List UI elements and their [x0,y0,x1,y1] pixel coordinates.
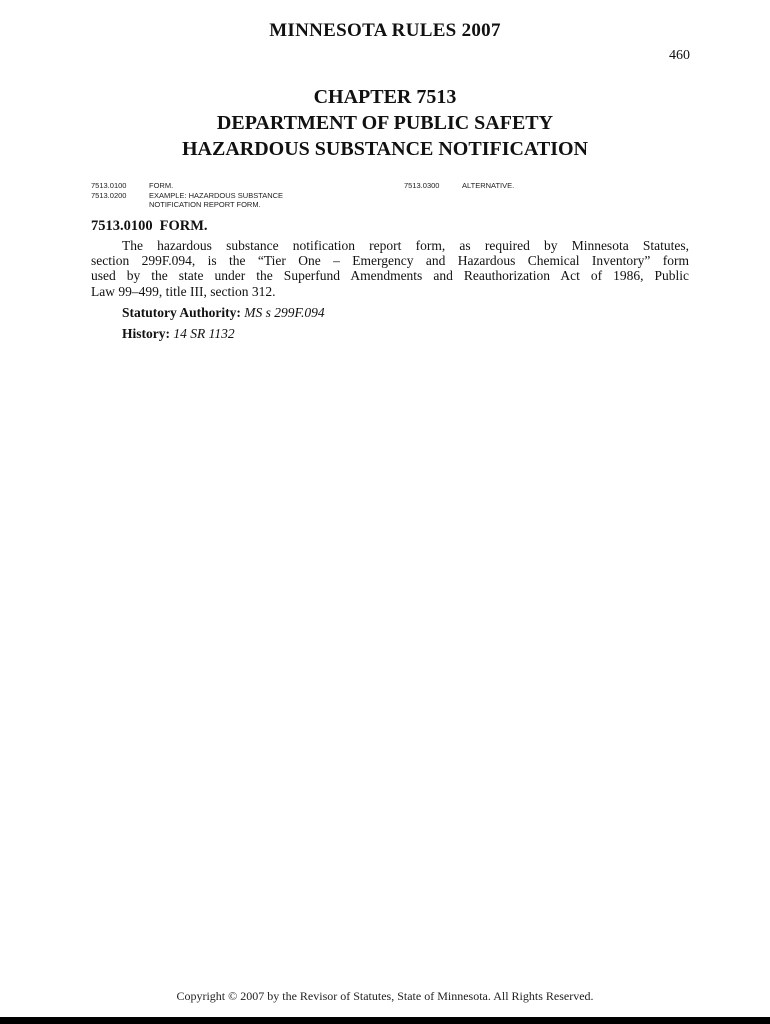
toc-entry-number: 7513.0300 [404,181,440,190]
body-line: Law 99–499, title III, section 312. [91,283,276,299]
department-title: DEPARTMENT OF PUBLIC SAFETY [216,112,554,134]
statutory-authority [122,305,325,321]
toc-entry[interactable] [91,181,391,191]
toc-entry-title: ALTERNATIVE. [462,181,515,190]
statutory-authority-value[interactable]: MS s 299F.094 [244,305,325,320]
chapter-subject: HAZARDOUS SUBSTANCE NOTIFICATION [182,138,588,160]
toc-entry-title-continued: NOTIFICATION REPORT FORM. [149,200,261,209]
section-heading [91,218,208,235]
toc-entry-title: FORM. [149,181,174,190]
toc-entry-title: EXAMPLE: HAZARDOUS SUBSTANCE [149,191,284,200]
toc-entry[interactable] [404,181,604,191]
section-title: FORM. [159,218,208,234]
history-label: History: [122,326,170,341]
statutory-authority-label: Statutory Authority: [122,305,241,320]
body-line: The hazardous substance notification report form, as required by Minnesota Statutes, [122,238,689,253]
toc-entry-number: 7513.0100 [91,181,127,190]
chapter-header [0,84,770,162]
body-line: used by the state under the Superfund Amendments and Reauthorization Act of 1986, Public [91,268,689,284]
history [122,326,235,342]
bottom-rule [0,1017,770,1024]
toc-entry-number: 7513.0200 [91,191,127,200]
copyright-notice: Copyright © 2007 by the Revisor of Statutes, State of Minnesota. All Rights Reserved. [176,989,594,1003]
page-number: 460 [669,48,690,63]
toc-entry[interactable] [91,191,391,211]
running-head: MINNESOTA RULES 2007 [269,20,501,41]
section-body [91,238,689,299]
chapter-number: CHAPTER 7513 [313,86,457,108]
section-number: 7513.0100 [91,218,153,234]
body-line: section 299F.094, is the “Tier One – Emergency and Hazardous Chemical Inventory” form [91,253,689,269]
history-value: 14 SR 1132 [173,326,235,341]
